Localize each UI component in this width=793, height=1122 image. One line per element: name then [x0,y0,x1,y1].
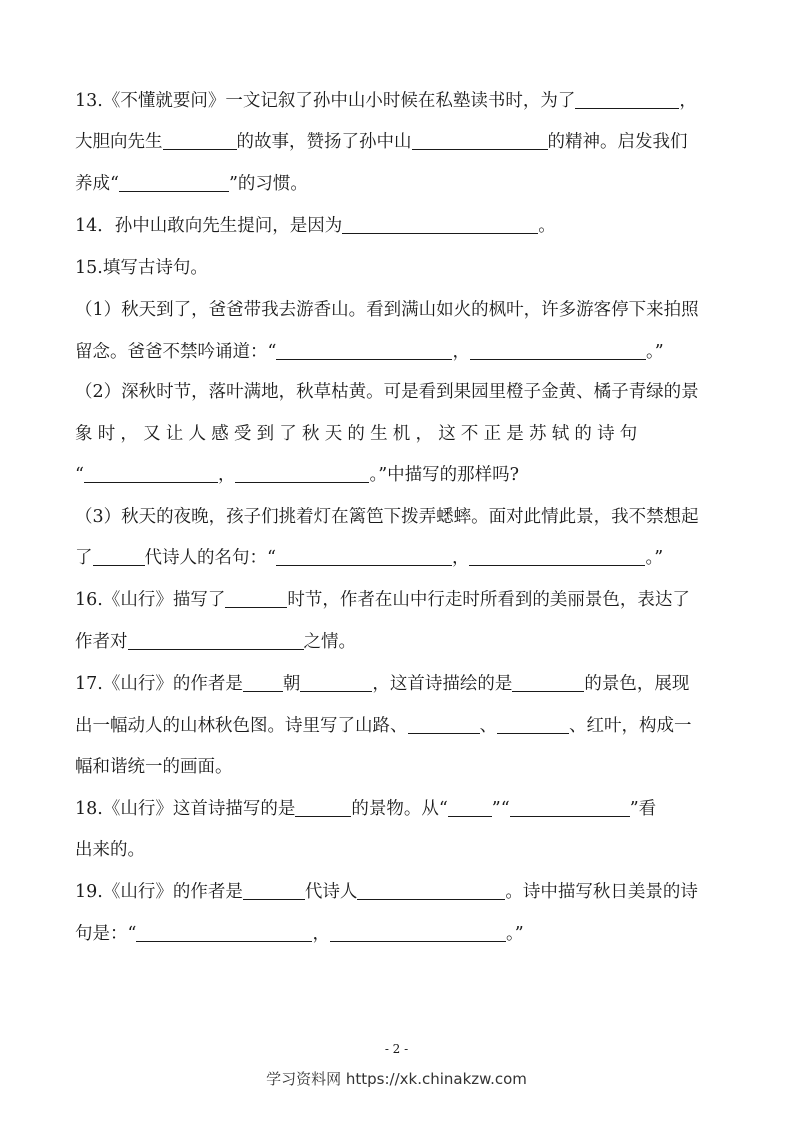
answer-blank[interactable] [136,923,312,942]
q15-part2-line-1: （2）深秋时节，落叶满地，秋草枯黄。可是看到果园里橙子金黄、橘子青绿的景 [75,382,699,402]
answer-blank[interactable] [470,341,646,360]
answer-blank[interactable] [243,673,283,692]
answer-blank[interactable] [342,215,538,234]
q18-line-1: 18.《山行》这首诗描写的是 的景物。从“ ”“ ”看 [75,799,657,819]
q16-line-2: 作者对 之情。 [75,632,356,652]
q15-part1-line-1: （1）秋天到了，爸爸带我去游香山。看到满山如火的枫叶，许多游客停下来拍照 [75,300,699,320]
q18-line-2: 出来的。 [75,840,145,860]
answer-blank[interactable] [412,131,548,150]
q15-part3-line-2: 了 代诗人的名句：“ ， 。” [75,548,664,568]
answer-blank[interactable] [276,547,452,566]
q13-line-2: 大胆向先生 的故事，赞扬了孙中山 的精神。启发我们 [75,132,688,152]
answer-blank[interactable] [243,881,305,900]
answer-blank[interactable] [276,341,452,360]
q17-line-1: 17.《山行》的作者是 朝 ，这首诗描绘的是 的景色，展现 [75,674,690,694]
q17-line-3: 幅和谐统一的画面。 [75,757,233,777]
answer-blank[interactable] [295,798,351,817]
q19-line-2: 句是：“ ， 。” [75,924,524,944]
footer-watermark: 学习资料网 https://xk.chinakzw.com [266,1070,527,1088]
q13-line-3: 养成“ ”的习惯。 [75,174,308,194]
answer-blank[interactable] [119,173,229,192]
q15-part2-line-3: “ ， 。”中描写的那样吗? [75,465,520,485]
q14-line: 14．孙中山敢向先生提问，是因为 。 [75,216,556,236]
q17-line-2: 出一幅动人的山林秋色图。诗里写了山路、 、 、红叶，构成一 [75,716,692,736]
answer-blank[interactable] [448,798,492,817]
q16-line-1: 16.《山行》描写了 时节，作者在山中行走时所看到的美丽景色，表达了 [75,590,690,610]
q15-title: 15.填写古诗句。 [75,258,208,278]
answer-blank[interactable] [512,673,584,692]
answer-blank[interactable] [497,715,569,734]
answer-blank[interactable] [408,715,480,734]
answer-blank[interactable] [235,464,369,483]
answer-blank[interactable] [300,673,372,692]
answer-blank[interactable] [93,547,145,566]
q13-line-1: 13.《不懂就要问》一文记叙了孙中山小时候在私塾读书时，为了 ， [75,91,697,111]
page-number: - 2 - [384,1042,409,1056]
q19-line-1: 19.《山行》的作者是 代诗人 。诗中描写秋日美景的诗 [75,882,698,902]
answer-blank[interactable] [357,881,505,900]
q15-part3-line-1: （3）秋天的夜晚，孩子们挑着灯在篱笆下拨弄蟋蟀。面对此情此景，我不禁想起 [75,507,699,527]
answer-blank[interactable] [163,131,237,150]
answer-blank[interactable] [84,464,218,483]
answer-blank[interactable] [225,589,287,608]
q15-part2-line-2: 象时，又让人感受到了秋天的生机，这不正是苏轼的诗句 [75,424,643,444]
answer-blank[interactable] [330,923,506,942]
answer-blank[interactable] [128,631,304,650]
answer-blank[interactable] [469,547,645,566]
answer-blank[interactable] [510,798,630,817]
answer-blank[interactable] [575,90,679,109]
q15-part1-line-2: 留念。爸爸不禁吟诵道：“ ， 。” [75,342,664,362]
